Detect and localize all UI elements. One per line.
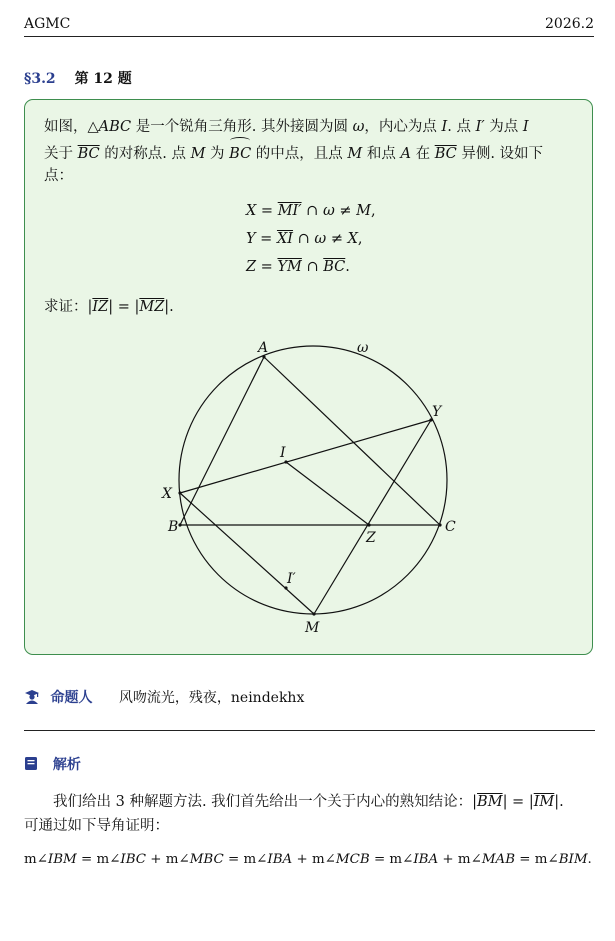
prove-statement: 求证：$|\overline{IZ}| = |\overline{MZ}|$. [44,299,174,315]
segment-iz [286,462,369,525]
analysis-paragraph-1: 我们给出 3 种解题方法. 我们首先给出一个关于内心的熟知结论：$|\overline{BM}| = |\overline{IM}|$. [53,794,564,810]
label-omega: ω [357,340,369,356]
point-z [367,523,370,526]
author-label: 命题人 [50,690,93,706]
geometry-figure [150,335,470,640]
label-z: Z [366,530,376,546]
label-i-prime: I′ [287,571,296,587]
segment-ac [264,357,440,525]
point-b [178,523,181,526]
author-names: 风吻流光，残夜，neindekhx [118,690,305,706]
problem-line-1: 如图，△ABC 是一个锐角三角形. 其外接圆为圆 ω，内心为点 I. 点 I′ 为点 I [44,119,529,135]
point-x [178,491,181,494]
header-right: 2026.2 [545,16,594,32]
equation-x: X = MI′ ∩ ω ≠ M, [246,203,376,219]
segment-xm [180,493,314,614]
section-divider [24,730,595,731]
equation-z: $Z = \overline{YM}$ ∩ $\overline{BC}$. [246,259,350,275]
label-i: I [280,445,286,461]
point-c [438,523,441,526]
section-heading: 第 12 题 [74,71,132,87]
analysis-paragraph-2: 可通过如下导角证明： [24,818,169,834]
author-line [24,687,304,707]
label-y: Y [432,404,442,420]
label-x: X [162,486,172,502]
section-title [24,68,132,88]
label-m: M [305,620,320,636]
section-number: §3.2 [24,71,56,87]
analysis-heading [24,754,81,774]
analysis-title: 解析 [52,757,81,773]
angle-chase-formula: m∠IBM = m∠IBC + m∠MBC = m∠IBA + m∠MCB = m∠IBA + m∠MAB = m∠BIM. [24,852,592,867]
page-header [24,14,594,37]
point-m [312,612,315,615]
problem-line-3: 点： [44,168,73,184]
book-icon [24,756,38,771]
equation-y: $Y = \overline{XI}$ ∩ ω ≠ X, [246,231,363,247]
label-c: C [445,519,456,535]
label-a: A [258,340,269,356]
header-left: AGMC [24,16,71,32]
circumcircle-omega [179,346,447,614]
author-icon [24,689,40,704]
label-b: B [168,519,179,535]
problem-line-2: 关于 $\overline{BC}$ 的对称点. 点 M 为 BC 的中点，且点 M 和点 A 在 $\overline{BC}$ 异侧. 设如下 [44,141,584,168]
